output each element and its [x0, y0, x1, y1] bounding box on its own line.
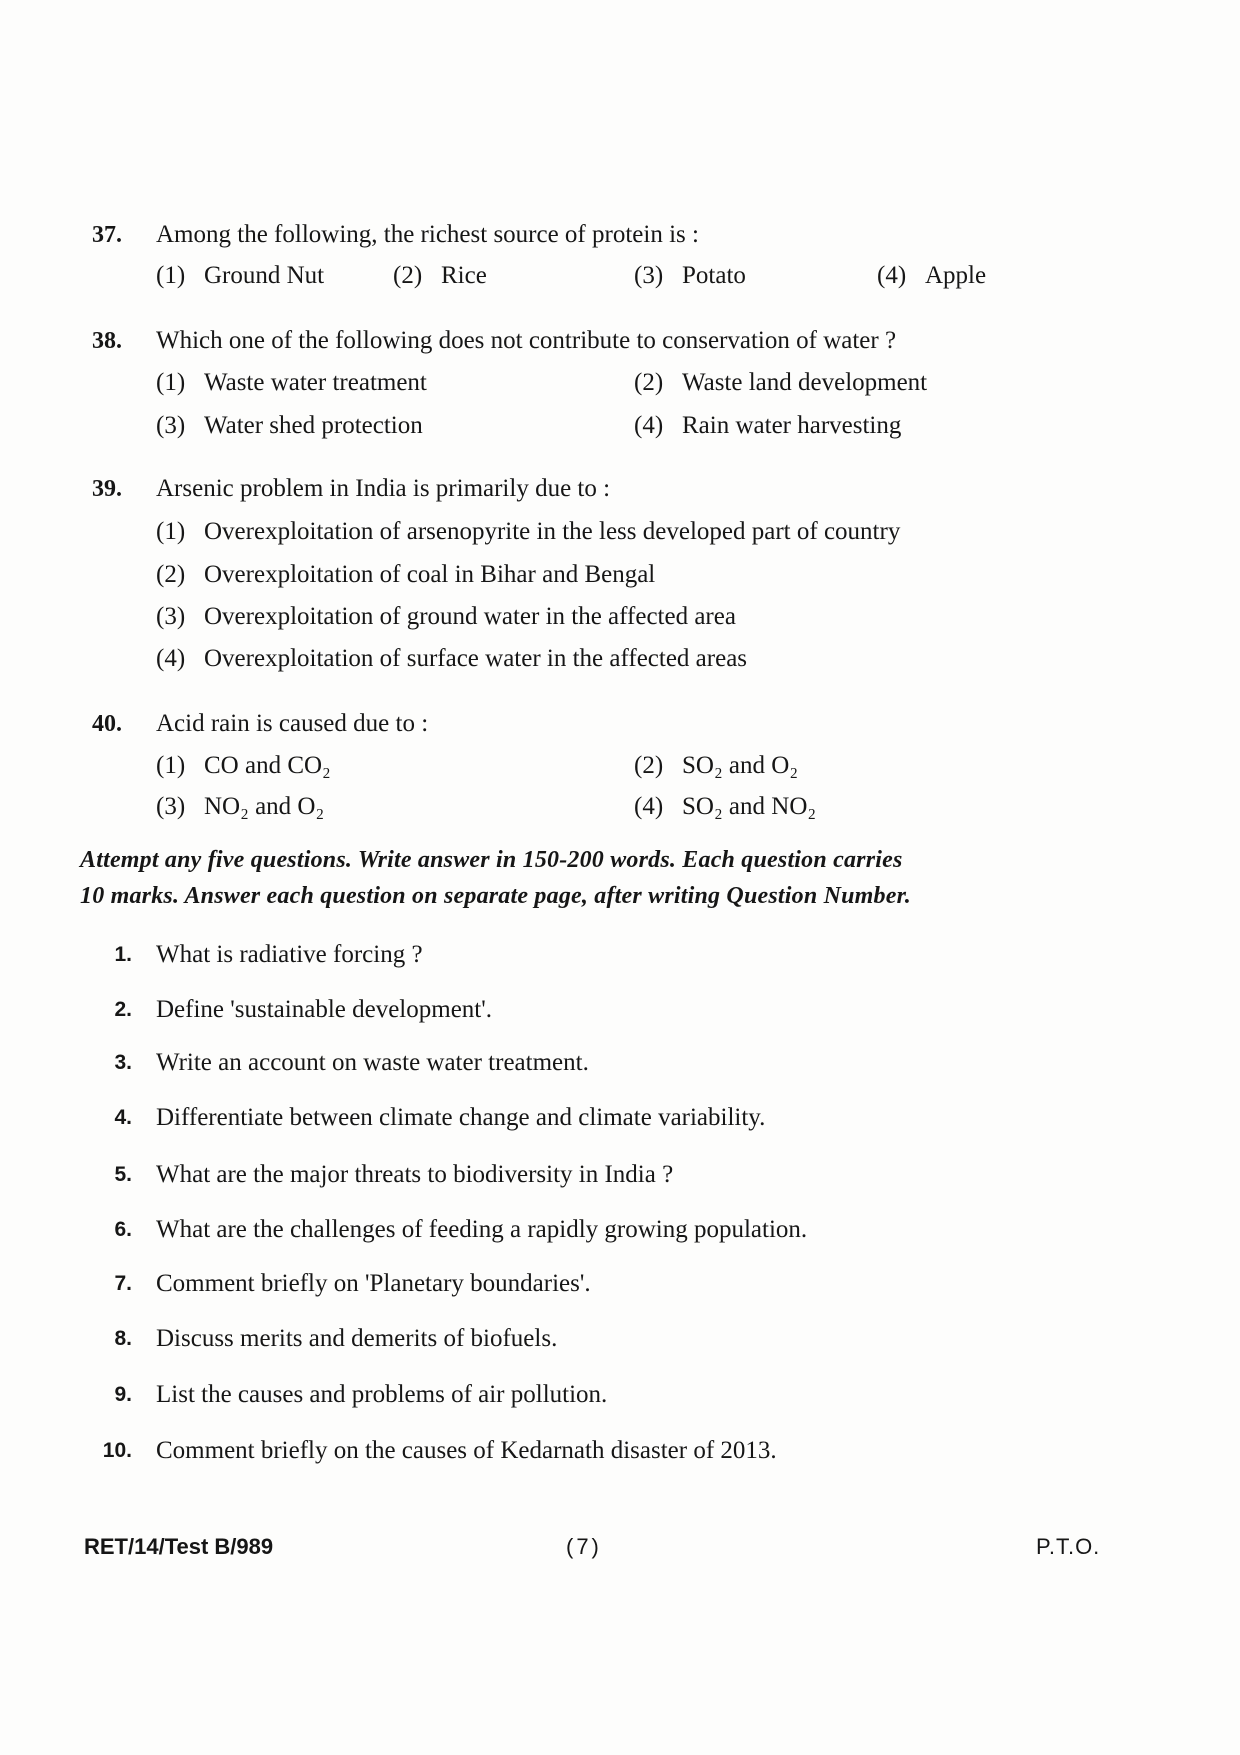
option-label: (2): [156, 561, 186, 588]
question-text: Among the following, the richest source of protein is :: [156, 221, 699, 248]
mcq-options-38-row2: [0, 411, 1240, 441]
question-text: Comment briefly on 'Planetary boundaries'.: [156, 1270, 591, 1297]
option-text: Overexploitation of ground water in the affected area: [204, 603, 736, 630]
option-text: NO₂ and O₂: [204, 793, 325, 820]
option-label: (4): [156, 645, 186, 672]
instructions-line-1: Attempt any five questions. Write answer in 150-200 words. Each question carries: [80, 847, 903, 873]
question-text: Acid rain is caused due to :: [156, 710, 429, 737]
option-label: (4): [634, 412, 664, 439]
option: [156, 368, 427, 398]
question-text: What are the major threats to biodiversity in India ?: [156, 1161, 674, 1188]
question-text: Comment briefly on the causes of Kedarnath disaster of 2013.: [156, 1437, 777, 1464]
option: [156, 751, 331, 781]
option: [634, 792, 816, 822]
paper-code: RET/14/Test B/989: [84, 1534, 274, 1559]
question-number: 10.: [102, 1439, 132, 1462]
option: [156, 602, 736, 632]
option: [634, 751, 798, 781]
option: [156, 261, 324, 291]
question-number: 37.: [92, 222, 122, 248]
option: [156, 792, 324, 822]
short-question: [0, 1103, 1240, 1133]
mcq-question-39: [0, 474, 1240, 504]
question-number: 8.: [114, 1327, 132, 1350]
question-text: Differentiate between climate change and climate variability.: [156, 1104, 766, 1131]
short-question: [0, 940, 1240, 970]
option-text: Water shed protection: [204, 412, 423, 439]
option-label: (4): [877, 262, 907, 289]
mcq-options-37: [0, 261, 1240, 291]
option: [156, 644, 747, 674]
option-text: SO₂ and O₂: [682, 752, 799, 779]
page-number: (7): [566, 1534, 602, 1559]
option-label: (3): [156, 412, 186, 439]
option-text: Potato: [682, 262, 746, 289]
option: [634, 411, 901, 441]
mcq-options-40-row2: [0, 792, 1240, 822]
short-question: [0, 1324, 1240, 1354]
mcq-question-37: [0, 220, 1240, 250]
instructions-line-2: 10 marks. Answer each question on separate page, after writing Question Number.: [80, 883, 912, 909]
mcq-question-38: [0, 326, 1240, 356]
short-question: [0, 1380, 1240, 1410]
question-number: 39.: [92, 476, 122, 502]
option-text: Overexploitation of surface water in the affected areas: [204, 645, 748, 672]
question-number: 6.: [114, 1218, 132, 1241]
option-label: (3): [156, 603, 186, 630]
short-question: [0, 995, 1240, 1025]
short-question: [0, 1215, 1240, 1245]
option-label: (2): [634, 369, 664, 396]
option: [634, 368, 927, 398]
mcq-option-39-1: [0, 517, 1240, 547]
question-number: 4.: [114, 1106, 132, 1129]
short-question: [0, 1436, 1240, 1466]
question-number: 3.: [114, 1051, 132, 1074]
mcq-option-39-2: [0, 560, 1240, 590]
option-text: Apple: [925, 262, 987, 289]
option-label: (4): [634, 793, 664, 820]
option: [156, 560, 655, 590]
option: [156, 517, 900, 547]
option-text: Overexploitation of coal in Bihar and Bengal: [204, 561, 656, 588]
option-text: SO₂ and NO₂: [682, 793, 817, 820]
option-text: Rice: [441, 262, 487, 289]
pto-note: P.T.O.: [1036, 1534, 1101, 1559]
option-text: Waste water treatment: [204, 369, 427, 396]
option-text: Rain water harvesting: [682, 412, 902, 439]
question-text: Define 'sustainable development'.: [156, 996, 492, 1023]
option: [156, 411, 423, 441]
question-number: 9.: [114, 1383, 132, 1406]
question-number: 38.: [92, 328, 122, 354]
question-text: Which one of the following does not contribute to conservation of water ?: [156, 327, 897, 354]
question-number: 5.: [114, 1163, 132, 1186]
mcq-option-39-4: [0, 644, 1240, 674]
mcq-options-40-row1: [0, 751, 1240, 781]
option-label: (1): [156, 752, 186, 779]
question-text: Write an account on waste water treatment.: [156, 1049, 589, 1076]
short-question: [0, 1160, 1240, 1190]
option-label: (1): [156, 518, 186, 545]
option-label: (2): [634, 752, 664, 779]
short-question: [0, 1048, 1240, 1078]
question-text: List the causes and problems of air pollution.: [156, 1381, 608, 1408]
option-text: CO and CO₂: [204, 752, 331, 779]
mcq-options-38-row1: [0, 368, 1240, 398]
option-label: (3): [156, 793, 186, 820]
question-text: What are the challenges of feeding a rapidly growing population.: [156, 1216, 808, 1243]
option-text: Ground Nut: [204, 262, 325, 289]
question-number: 2.: [114, 998, 132, 1021]
question-number: 7.: [114, 1272, 132, 1295]
short-question: [0, 1269, 1240, 1299]
mcq-option-39-3: [0, 602, 1240, 632]
option: [393, 261, 487, 291]
option: [877, 261, 986, 291]
question-number: 1.: [114, 943, 132, 966]
question-text: Arsenic problem in India is primarily due to :: [156, 475, 611, 502]
option-text: Waste land development: [682, 369, 928, 396]
option-text: Overexploitation of arsenopyrite in the less developed part of country: [204, 518, 901, 545]
mcq-question-40: [0, 709, 1240, 739]
option-label: (2): [393, 262, 423, 289]
question-text: Discuss merits and demerits of biofuels.: [156, 1325, 558, 1352]
question-text: What is radiative forcing ?: [156, 941, 423, 968]
option-label: (3): [634, 262, 664, 289]
option-label: (1): [156, 262, 186, 289]
option: [634, 261, 746, 291]
question-number: 40.: [92, 711, 122, 737]
option-label: (1): [156, 369, 186, 396]
